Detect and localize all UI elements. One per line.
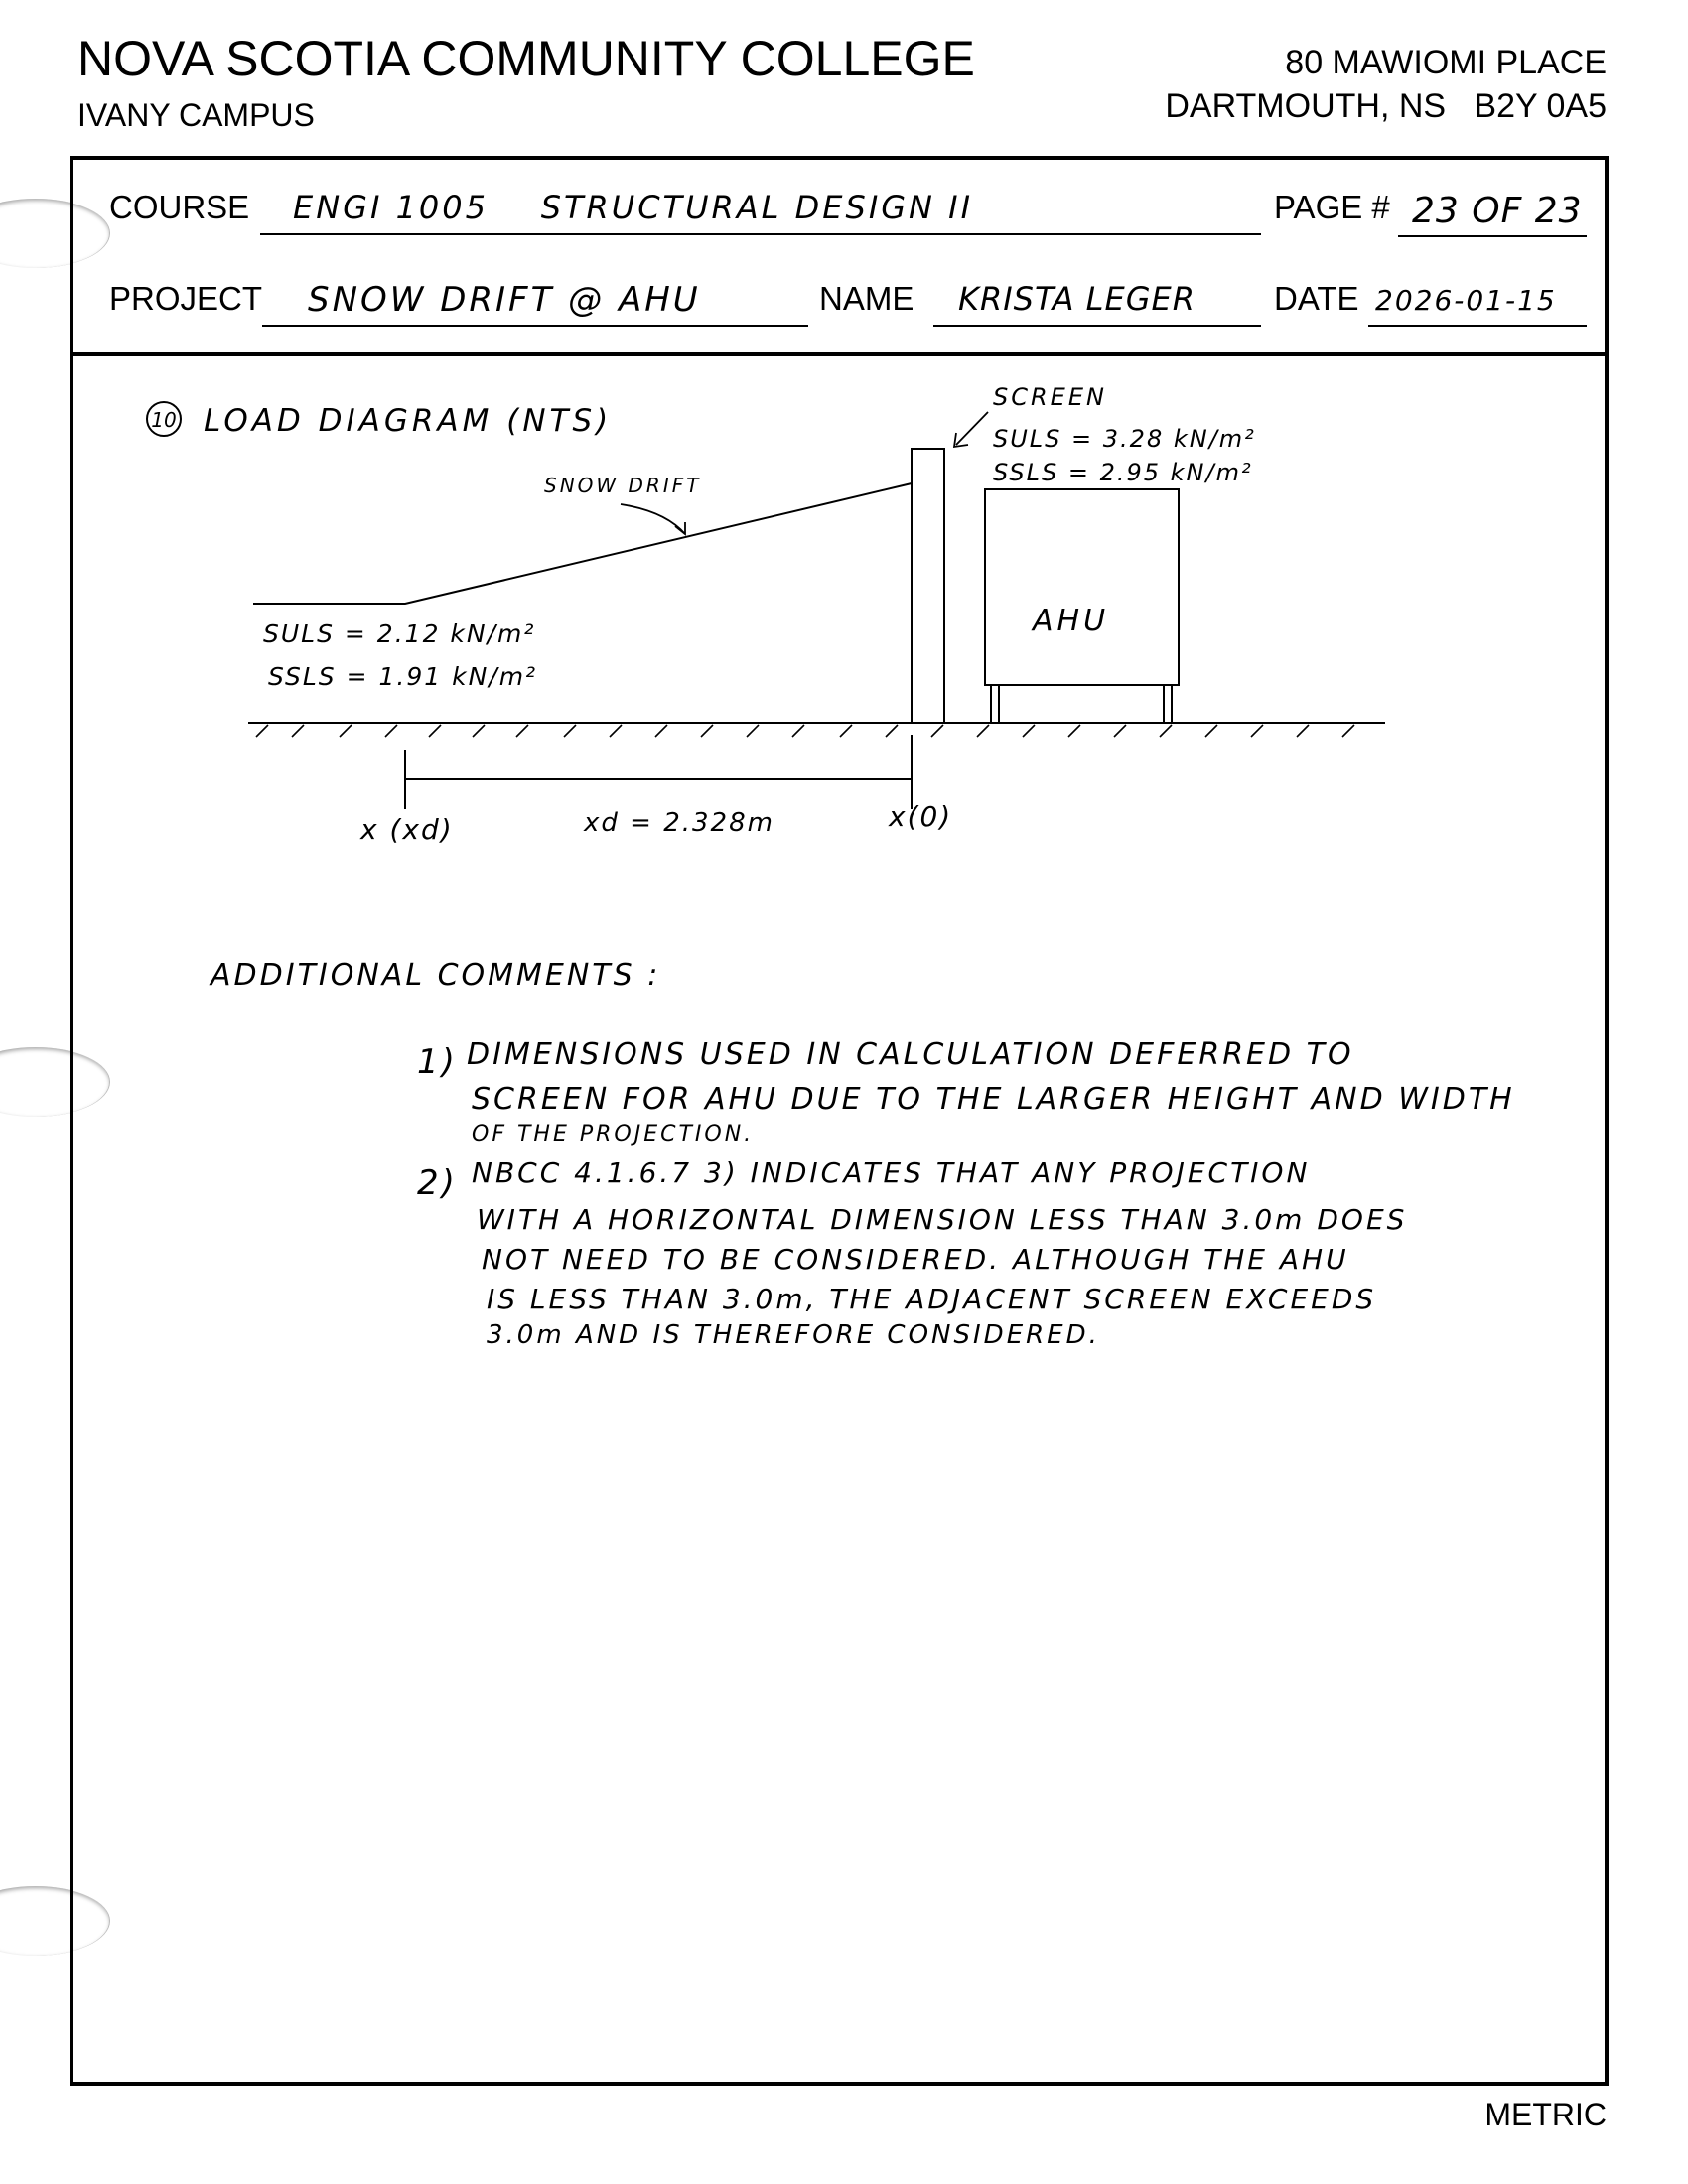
screen [912,449,944,723]
page-value: 23 OF 23 [1412,191,1583,231]
load-diagram [0,357,1688,1251]
roof-hatching [256,725,1354,737]
ahu-label: AHU [1033,604,1110,638]
date-underline [1368,325,1587,327]
course-label: COURSE [109,189,250,225]
comment-2-line-2: WITH A HORIZONTAL DIMENSION LESS THAN 3.0m DOES [477,1203,1408,1236]
snow-drift-line [253,483,912,604]
project-label: PROJECT [109,280,263,317]
ahu-unit [985,489,1179,685]
comment-2-line-5: 3.0m AND IS THEREFORE CONSIDERED. [487,1320,1100,1350]
comment-1-line-1: DIMENSIONS USED IN CALCULATION DEFERRED TO [467,1037,1354,1072]
campus-name: IVANY CAMPUS [77,97,315,133]
comment-2-line-4: IS LESS THAN 3.0m, THE ADJACENT SCREEN EXCEEDS [487,1283,1377,1315]
college-name: NOVA SCOTIA COMMUNITY COLLEGE [77,31,975,86]
date-label: DATE [1274,280,1359,317]
units-label: METRIC [1484,2097,1607,2132]
base-ssls: SSLS = 1.91 kN/m² [268,662,538,691]
name-underline [933,325,1261,327]
address-line-2: DARTMOUTH, NS B2Y 0A5 [1165,87,1607,125]
x-right-label: x(0) [889,800,953,833]
screen-suls: SULS = 3.28 kN/m² [993,425,1256,453]
comments-heading: ADDITIONAL COMMENTS : [211,958,661,993]
address-line-1: 80 MAWIOMI PLACE [1285,44,1607,81]
course-value: ENGI 1005 STRUCTURAL DESIGN II [293,189,974,226]
screen-label: SCREEN [993,383,1107,411]
comment-1-line-3: OF THE PROJECTION. [472,1122,755,1147]
comment-2-number: 2) [417,1163,458,1203]
comment-2-line-1: NBCC 4.1.6.7 3) INDICATES THAT ANY PROJECTION [472,1157,1311,1189]
x-left-label: x (xd) [360,813,454,846]
snow-drift-arrow [621,504,685,534]
date-value: 2026-01-15 [1375,284,1557,317]
comment-1-line-2: SCREEN FOR AHU DUE TO THE LARGER HEIGHT AND WIDTH [472,1082,1515,1117]
screen-ssls: SSLS = 2.95 kN/m² [993,459,1253,486]
xd-dimension-label: xd = 2.328m [584,808,774,838]
page-underline [1398,235,1587,237]
header-divider [71,352,1607,356]
project-value: SNOW DRIFT @ AHU [308,280,701,320]
project-underline [262,325,808,327]
base-suls: SULS = 2.12 kN/m² [263,619,536,648]
name-label: NAME [819,280,914,317]
comment-1-number: 1) [417,1042,458,1082]
page-label: PAGE # [1274,189,1390,225]
step-number: 10 [151,408,177,432]
screen-leader [956,412,988,445]
course-underline [260,233,1261,235]
snow-drift-label: SNOW DRIFT [544,474,702,497]
comment-2-line-3: NOT NEED TO BE CONSIDERED. ALTHOUGH THE AHU [482,1243,1349,1276]
name-value: KRISTA LEGER [958,280,1196,318]
diagram-title: LOAD DIAGRAM (NTS) [204,403,613,439]
